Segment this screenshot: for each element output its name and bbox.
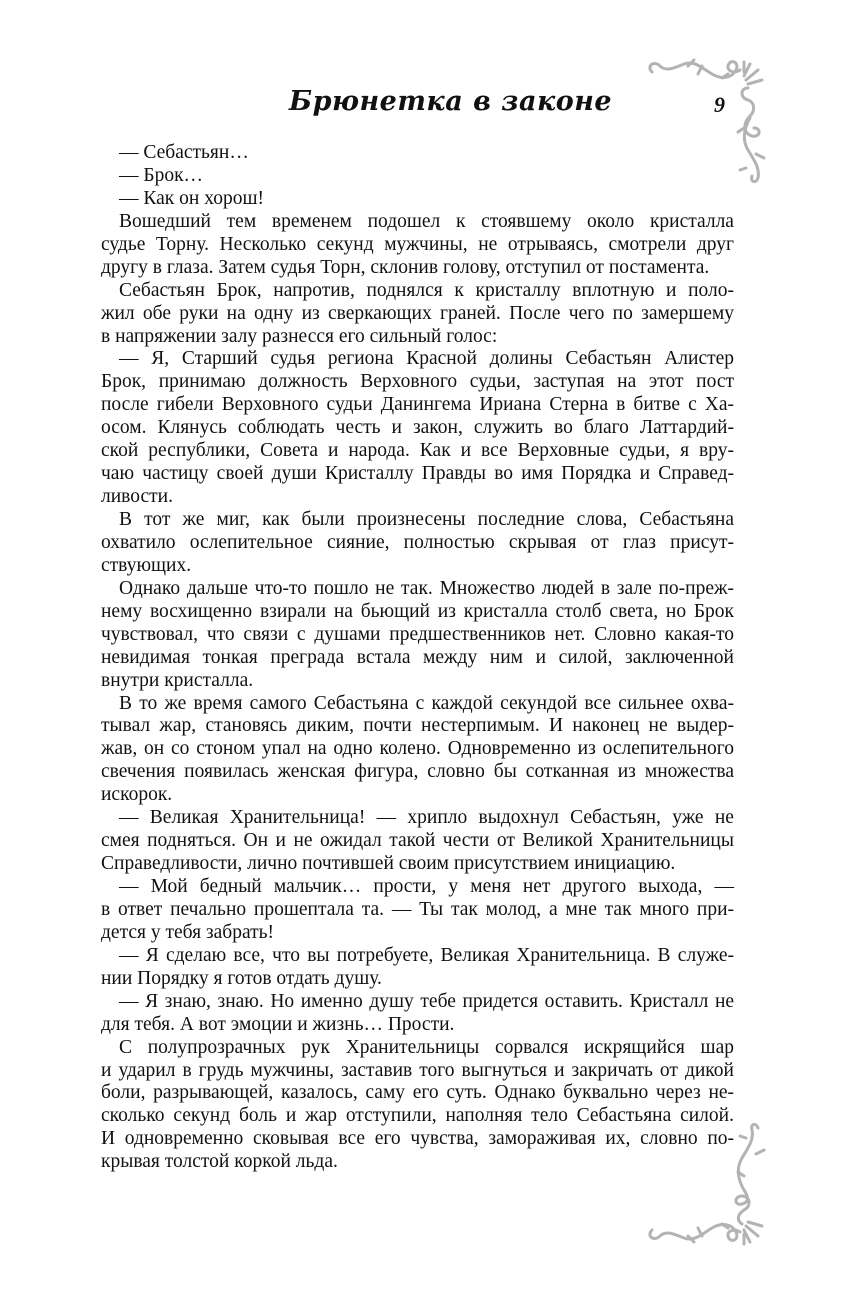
text-line: Справедливости, лично почтившей своим присутствием инициацию. bbox=[101, 853, 676, 875]
text-line: — Я сделаю все, что вы потребуете, Великая Хранительница. В служе- bbox=[119, 944, 735, 966]
text-line: крывая толстой коркой льда. bbox=[101, 1151, 338, 1173]
text-line: боли, разрывающей, казалось, саму его суть. Однако буквально через не- bbox=[101, 1082, 735, 1104]
text-line: для тебя. А вот эмоции и жизнь… Прости. bbox=[101, 1013, 455, 1035]
text-line: — Как он хорош! bbox=[119, 187, 264, 209]
text-line: смея подняться. Он и не ожидал такой чести от Великой Хранительницы bbox=[101, 830, 734, 852]
text-line: Вошедший тем временем подошел к стоявшему около кристалла bbox=[119, 210, 734, 232]
text-line: охватило ослепительное сияние, полностью скрывая от глаз присут- bbox=[101, 531, 734, 553]
text-line: ливости. bbox=[101, 486, 173, 508]
text-line: — Мой бедный мальчик… прости, у меня нет другого выхода, — bbox=[119, 876, 734, 897]
flourish-corner-fan bbox=[744, 1222, 762, 1244]
text-line: И одновременно сковывая все его чувства, замораживая их, словно по- bbox=[101, 1128, 735, 1150]
running-head-title: Брюнетка в законе bbox=[289, 86, 613, 117]
text-line: и ударил в грудь мужчины, заставив того выгнуться и закричать от дикой bbox=[101, 1059, 734, 1081]
text-line: искорок. bbox=[101, 784, 173, 806]
text-line: — Великая Хранительница! — хрипло выдохнул Себастьян, уже не bbox=[119, 807, 734, 829]
text-line: жил обе руки на одну из сверкающих граней. После чего по замершему bbox=[101, 302, 734, 324]
text-line: — Себастьян… bbox=[119, 142, 249, 163]
text-line: тывал жар, становясь диким, почти нестерпимым. И наконец не выдер- bbox=[101, 715, 735, 737]
text-line: в ответ печально прошептала та. — Ты так молод, а мне так много при- bbox=[101, 898, 735, 920]
text-line: В тот же миг, как были произнесены последние слова, Себастьяна bbox=[119, 509, 734, 530]
text-line: судье Торну. Несколько секунд мужчины, не отрываясь, смотрели друг bbox=[101, 233, 735, 255]
text-line: С полупрозрачных рук Хранительницы сорвался искрящийся шар bbox=[119, 1036, 734, 1058]
text-line: сколько секунд боль и жар отступили, наполняя тело Себастьяна силой. bbox=[101, 1105, 734, 1127]
text-line: чувствовал, что связи с душами предшественников нет. Словно какая-то bbox=[101, 623, 734, 645]
text-line: — Брок… bbox=[119, 164, 204, 186]
text-line: свечения появилась женская фигура, словно бы сотканная из множества bbox=[101, 761, 735, 783]
text-line: в напряжении залу разнесся его сильный голос: bbox=[101, 325, 498, 347]
text-line: Однако дальше что-то пошло не так. Множество людей в зале по-преж- bbox=[119, 577, 734, 599]
text-line: Себастьян Брок, напротив, поднялся к кристаллу вплотную и поло- bbox=[119, 279, 735, 301]
text-line: — Я, Старший судья региона Красной долины Себастьян Алистер bbox=[119, 348, 735, 370]
text-line: ствующих. bbox=[101, 554, 192, 576]
text-line: нему восхищенно взирали на бьющий из кристалла столб света, но Брок bbox=[101, 600, 735, 622]
text-line: осом. Клянусь соблюдать честь и закон, служить во благо Латтардий- bbox=[101, 417, 734, 439]
text-line: жав, он со стоном упал на одно колено. Одновременно из ослепительного bbox=[101, 738, 735, 760]
text-line: Брок, принимаю должность Верховного судьи, заступая на этот пост bbox=[101, 371, 735, 393]
flourish-corner-fan bbox=[744, 62, 762, 84]
text-line: невидимая тонкая преграда встала между ним и силой, заключенной bbox=[101, 646, 734, 668]
text-line: другу в глаза. Затем судья Торн, склонив голову, отступил от постамента. bbox=[101, 256, 710, 278]
text-line: — Я знаю, знаю. Но именно душу тебе придется оставить. Кристалл не bbox=[119, 990, 735, 1012]
page-number: 9 bbox=[714, 92, 725, 117]
text-line: ской республики, Совета и народа. Как и все Верховные судьи, я вру- bbox=[101, 440, 735, 462]
text-line: чаю частицу своей души Кристаллу Правды во имя Порядка и Справед- bbox=[101, 463, 735, 485]
chapter-body-text bbox=[101, 142, 734, 1174]
text-line: нии Порядку я готов отдать душу. bbox=[101, 967, 382, 989]
text-line: В то же время самого Себастьяна с каждой секундой все сильнее охва- bbox=[119, 692, 735, 714]
text-line: дется у тебя забрать! bbox=[101, 921, 275, 943]
text-line: после гибели Верховного судьи Данингема Ириана Стерна в битве с Ха- bbox=[101, 394, 734, 416]
text-line: внутри кристалла. bbox=[101, 669, 254, 691]
